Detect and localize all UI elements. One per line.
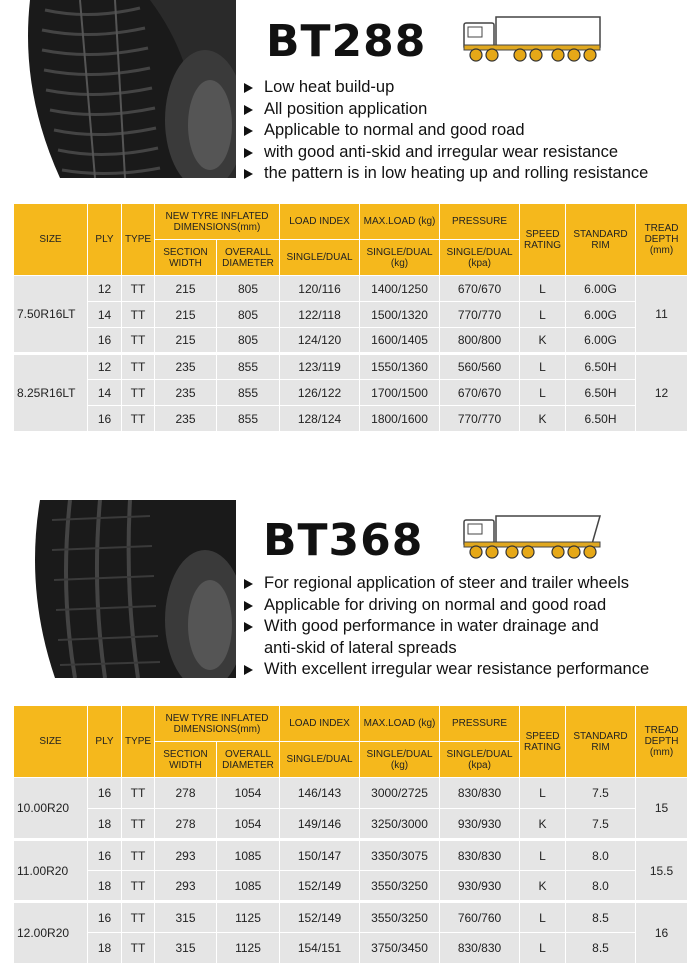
header-section-width: SECTION WIDTH [155, 240, 217, 276]
table-row [14, 354, 688, 380]
ply-cell: 16 [88, 840, 122, 871]
table-row [14, 902, 688, 933]
table-row [14, 276, 688, 302]
pressure-cell: 560/560 [440, 354, 520, 380]
feature-text: For regional application of steer and trailer wheels [264, 574, 630, 592]
truck-icon [462, 512, 602, 567]
rim-cell: 6.50H [566, 406, 636, 432]
model-title: BT288 [266, 16, 427, 67]
type-cell: TT [122, 380, 155, 406]
feature-item [242, 99, 648, 121]
feature-item [242, 659, 649, 681]
size-cell: 12.00R20 [14, 902, 88, 964]
header-ply: PLY [88, 204, 122, 276]
width-cell: 293 [155, 840, 217, 871]
type-cell: TT [122, 840, 155, 871]
speed-cell: K [520, 809, 566, 840]
size-cell: 7.50R16LT [14, 276, 88, 354]
header-pressure: PRESSURE [440, 706, 520, 742]
width-cell: 278 [155, 809, 217, 840]
header-pressure-sub: SINGLE/DUAL (kpa) [440, 240, 520, 276]
ply-cell: 14 [88, 380, 122, 406]
size-cell: 10.00R20 [14, 778, 88, 840]
table-row [14, 840, 688, 871]
header-load-single-dual: SINGLE/DUAL [280, 240, 360, 276]
rim-cell: 8.0 [566, 871, 636, 902]
speed-cell: L [520, 380, 566, 406]
bullet-arrow-icon [244, 148, 253, 158]
maxload-cell: 1600/1405 [360, 328, 440, 354]
width-cell: 235 [155, 406, 217, 432]
width-cell: 293 [155, 871, 217, 902]
load-cell: 120/116 [280, 276, 360, 302]
maxload-cell: 3350/3075 [360, 840, 440, 871]
diameter-cell: 805 [217, 328, 280, 354]
rim-cell: 8.5 [566, 933, 636, 964]
width-cell: 215 [155, 328, 217, 354]
header-new-tyre: NEW TYRE INFLATED DIMENSIONS(mm) [155, 706, 280, 742]
speed-cell: L [520, 933, 566, 964]
tread-depth-cell: 11 [636, 276, 688, 354]
diameter-cell: 805 [217, 276, 280, 302]
feature-text: All position application [264, 99, 428, 118]
maxload-cell: 3750/3450 [360, 933, 440, 964]
pressure-cell: 770/770 [440, 302, 520, 328]
type-cell: TT [122, 809, 155, 840]
table-row [14, 406, 688, 432]
bullet-arrow-icon [244, 622, 253, 632]
feature-text: with good anti-skid and irregular wear resistance [264, 142, 619, 161]
header-pressure: PRESSURE [440, 204, 520, 240]
pressure-cell: 930/930 [440, 871, 520, 902]
tire-tread-icon [0, 0, 236, 178]
tire-image [0, 0, 236, 178]
type-cell: TT [122, 933, 155, 964]
rim-cell: 6.00G [566, 302, 636, 328]
model-title: BT368 [263, 515, 424, 566]
load-cell: 124/120 [280, 328, 360, 354]
pressure-cell: 670/670 [440, 276, 520, 302]
pressure-cell: 760/760 [440, 902, 520, 933]
width-cell: 215 [155, 276, 217, 302]
header-overall-diameter: OVERALL DIAMETER [217, 240, 280, 276]
header-overall-diameter: OVERALL DIAMETER [217, 742, 280, 778]
ply-cell: 12 [88, 354, 122, 380]
tread-depth-cell: 12 [636, 354, 688, 432]
header-max-load-sub: SINGLE/DUAL (kg) [360, 742, 440, 778]
ply-cell: 18 [88, 809, 122, 840]
table-row [14, 871, 688, 902]
feature-item [242, 573, 649, 595]
feature-text: Low heat build-up [264, 78, 395, 96]
diameter-cell: 855 [217, 380, 280, 406]
pressure-cell: 800/800 [440, 328, 520, 354]
load-cell: 149/146 [280, 809, 360, 840]
bullet-arrow-icon [244, 126, 253, 136]
ply-cell: 16 [88, 902, 122, 933]
spec-table [13, 705, 688, 964]
header-pressure-sub: SINGLE/DUAL (kpa) [440, 742, 520, 778]
header-size: SIZE [14, 706, 88, 778]
truck-icon [462, 15, 602, 70]
feature-item [242, 163, 648, 185]
table-row [14, 302, 688, 328]
header-standard-rim: STANDARD RIM [566, 204, 636, 276]
spec-table [13, 203, 688, 432]
diameter-cell: 1085 [217, 840, 280, 871]
speed-cell: K [520, 871, 566, 902]
speed-cell: L [520, 354, 566, 380]
maxload-cell: 1550/1360 [360, 354, 440, 380]
header-max-load: MAX.LOAD (kg) [360, 204, 440, 240]
ply-cell: 12 [88, 276, 122, 302]
feature-text: With excellent irregular wear resistance performance [264, 660, 650, 678]
maxload-cell: 3250/3000 [360, 809, 440, 840]
maxload-cell: 1800/1600 [360, 406, 440, 432]
load-cell: 150/147 [280, 840, 360, 871]
size-cell: 8.25R16LT [14, 354, 88, 432]
speed-cell: L [520, 302, 566, 328]
type-cell: TT [122, 902, 155, 933]
pressure-cell: 830/830 [440, 778, 520, 809]
diameter-cell: 1054 [217, 778, 280, 809]
header-speed-rating: SPEED RATING [520, 706, 566, 778]
rim-cell: 8.5 [566, 902, 636, 933]
tread-depth-cell: 16 [636, 902, 688, 964]
speed-cell: L [520, 276, 566, 302]
maxload-cell: 1400/1250 [360, 276, 440, 302]
maxload-cell: 1500/1320 [360, 302, 440, 328]
header-tread-depth: TREAD DEPTH (mm) [636, 706, 688, 778]
feature-list [242, 573, 649, 681]
header-max-load: MAX.LOAD (kg) [360, 706, 440, 742]
header-tread-depth: TREAD DEPTH (mm) [636, 204, 688, 276]
width-cell: 315 [155, 933, 217, 964]
bullet-arrow-icon [244, 105, 253, 115]
rim-cell: 6.50H [566, 380, 636, 406]
rim-cell: 7.5 [566, 809, 636, 840]
header-load-single-dual: SINGLE/DUAL [280, 742, 360, 778]
rim-cell: 6.50H [566, 354, 636, 380]
header-type: TYPE [122, 204, 155, 276]
maxload-cell: 1700/1500 [360, 380, 440, 406]
load-cell: 122/118 [280, 302, 360, 328]
header-speed-rating: SPEED RATING [520, 204, 566, 276]
table-row [14, 380, 688, 406]
width-cell: 235 [155, 380, 217, 406]
feature-text: Applicable for driving on normal and good road [264, 595, 607, 614]
feature-item [242, 616, 649, 659]
type-cell: TT [122, 778, 155, 809]
pressure-cell: 770/770 [440, 406, 520, 432]
header-ply: PLY [88, 706, 122, 778]
load-cell: 152/149 [280, 902, 360, 933]
speed-cell: L [520, 902, 566, 933]
load-cell: 154/151 [280, 933, 360, 964]
pressure-cell: 830/830 [440, 933, 520, 964]
ply-cell: 18 [88, 933, 122, 964]
tire-image [0, 500, 236, 678]
feature-item [242, 142, 648, 164]
diameter-cell: 805 [217, 302, 280, 328]
load-cell: 152/149 [280, 871, 360, 902]
feature-list [242, 77, 648, 185]
type-cell: TT [122, 276, 155, 302]
diameter-cell: 1054 [217, 809, 280, 840]
size-cell: 11.00R20 [14, 840, 88, 902]
pressure-cell: 930/930 [440, 809, 520, 840]
feature-item [242, 595, 649, 617]
header-standard-rim: STANDARD RIM [566, 706, 636, 778]
rim-cell: 6.00G [566, 328, 636, 354]
bullet-arrow-icon [244, 665, 253, 675]
bullet-arrow-icon [244, 601, 253, 611]
table-row [14, 778, 688, 809]
ply-cell: 14 [88, 302, 122, 328]
width-cell: 235 [155, 354, 217, 380]
header-section-width: SECTION WIDTH [155, 742, 217, 778]
rim-cell: 7.5 [566, 778, 636, 809]
table-row [14, 809, 688, 840]
feature-item [242, 77, 648, 99]
ply-cell: 16 [88, 328, 122, 354]
bullet-arrow-icon [244, 169, 253, 179]
type-cell: TT [122, 354, 155, 380]
header-load-index: LOAD INDEX [280, 706, 360, 742]
rim-cell: 8.0 [566, 840, 636, 871]
type-cell: TT [122, 871, 155, 902]
diameter-cell: 855 [217, 354, 280, 380]
diameter-cell: 1085 [217, 871, 280, 902]
header-new-tyre: NEW TYRE INFLATED DIMENSIONS(mm) [155, 204, 280, 240]
tread-depth-cell: 15 [636, 778, 688, 840]
diameter-cell: 855 [217, 406, 280, 432]
load-cell: 128/124 [280, 406, 360, 432]
diameter-cell: 1125 [217, 933, 280, 964]
ply-cell: 16 [88, 406, 122, 432]
tire-tread-icon [0, 500, 236, 678]
header-max-load-sub: SINGLE/DUAL (kg) [360, 240, 440, 276]
diameter-cell: 1125 [217, 902, 280, 933]
rim-cell: 6.00G [566, 276, 636, 302]
type-cell: TT [122, 302, 155, 328]
type-cell: TT [122, 406, 155, 432]
width-cell: 315 [155, 902, 217, 933]
speed-cell: L [520, 778, 566, 809]
width-cell: 278 [155, 778, 217, 809]
type-cell: TT [122, 328, 155, 354]
speed-cell: K [520, 328, 566, 354]
feature-text: With good performance in water drainage and anti-skid of lateral spreads [264, 617, 599, 657]
tread-depth-cell: 15.5 [636, 840, 688, 902]
ply-cell: 18 [88, 871, 122, 902]
feature-item [242, 120, 648, 142]
table-row [14, 328, 688, 354]
pressure-cell: 670/670 [440, 380, 520, 406]
feature-text: the pattern is in low heating up and rolling resistance [264, 164, 649, 182]
ply-cell: 16 [88, 778, 122, 809]
header-load-index: LOAD INDEX [280, 204, 360, 240]
maxload-cell: 3000/2725 [360, 778, 440, 809]
maxload-cell: 3550/3250 [360, 902, 440, 933]
header-type: TYPE [122, 706, 155, 778]
maxload-cell: 3550/3250 [360, 871, 440, 902]
bullet-arrow-icon [244, 83, 253, 93]
load-cell: 123/119 [280, 354, 360, 380]
load-cell: 126/122 [280, 380, 360, 406]
speed-cell: L [520, 840, 566, 871]
header-size: SIZE [14, 204, 88, 276]
pressure-cell: 830/830 [440, 840, 520, 871]
table-row [14, 933, 688, 964]
bullet-arrow-icon [244, 579, 253, 589]
load-cell: 146/143 [280, 778, 360, 809]
speed-cell: K [520, 406, 566, 432]
width-cell: 215 [155, 302, 217, 328]
feature-text: Applicable to normal and good road [264, 121, 525, 139]
